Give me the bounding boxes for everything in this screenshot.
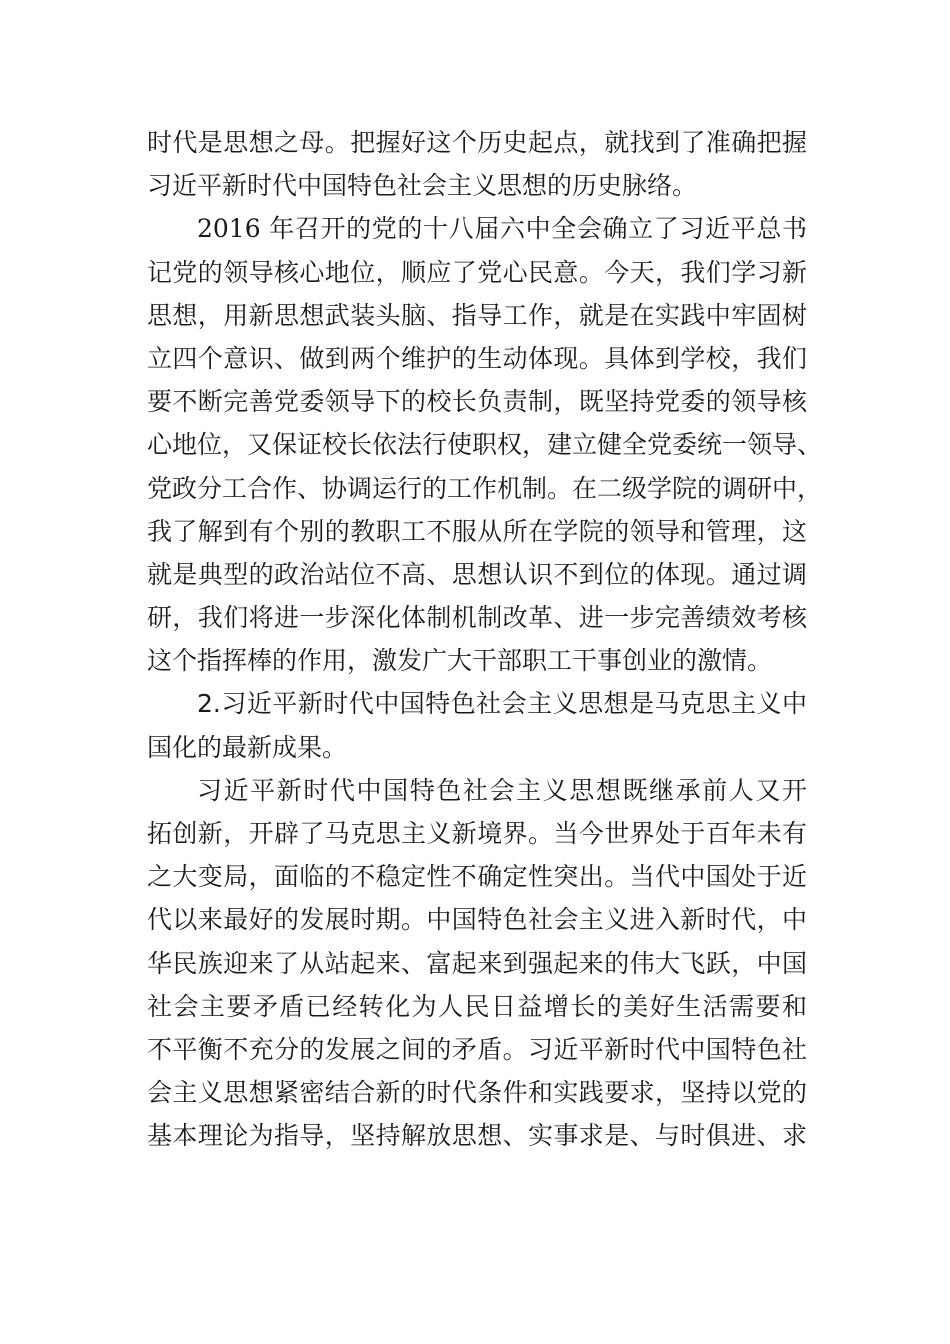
- text-line: 党政分工合作、协调运行的工作机制。在二级学院的调研中，: [147, 473, 823, 503]
- document-body: [147, 121, 823, 1158]
- section-heading: [147, 682, 807, 768]
- text-line: 我了解到有个别的教职工不服从所在学院的领导和管理，这: [147, 516, 807, 546]
- text-line: 华民族迎来了从站起来、富起来到强起来的伟大飞跃，中国: [147, 948, 807, 978]
- heading-line: 2.习近平新时代中国特色社会主义思想是马克思主义中: [197, 689, 807, 719]
- paragraph: [147, 769, 807, 1158]
- text-line: 记党的领导核心地位，顺应了党心民意。今天，我们学习新: [147, 257, 807, 287]
- text-line: 习近平新时代中国特色社会主义思想的历史脉络。: [147, 171, 698, 201]
- text-line: 就是典型的政治站位不高、思想认识不到位的体现。通过调: [147, 559, 807, 589]
- paragraph: [147, 207, 823, 682]
- text-line: 立四个意识、做到两个维护的生动体现。具体到学校，我们: [147, 343, 807, 373]
- text-line: 思想，用新思想武装头脑、指导工作，就是在实践中牢固树: [147, 300, 807, 330]
- text-line: 不平衡不充分的发展之间的矛盾。习近平新时代中国特色社: [147, 1034, 807, 1064]
- text-line: 拓创新，开辟了马克思主义新境界。当今世界处于百年未有: [147, 819, 807, 848]
- text-line: 社会主要矛盾已经转化为人民日益增长的美好生活需要和: [147, 991, 807, 1021]
- text-line: 这个指挥棒的作用，激发广大干部职工干事创业的激情。: [147, 646, 773, 676]
- text-line: 时代是思想之母。把握好这个历史起点，就找到了准确把握: [147, 128, 807, 157]
- text-line: 研，我们将进一步深化体制机制改革、进一步完善绩效考核: [147, 603, 807, 633]
- text-line: 基本理论为指导，坚持解放思想、实事求是、与时俱进、求: [147, 1121, 807, 1151]
- text-line: 要不断完善党委领导下的校长负责制，既坚持党委的领导核: [147, 387, 807, 417]
- paragraph: [147, 121, 807, 207]
- heading-line: 国化的最新成果。: [147, 732, 348, 762]
- text-line: 代以来最好的发展时期。中国特色社会主义进入新时代，中: [147, 905, 807, 935]
- text-line: 心地位，又保证校长依法行使职权，建立健全党委统一领导、: [147, 430, 823, 460]
- text-line: 会主义思想紧密结合新的时代条件和实践要求，坚持以党的: [147, 1078, 807, 1108]
- text-line: 2016 年召开的党的十八届六中全会确立了习近平总书: [197, 214, 807, 244]
- text-line: 习近平新时代中国特色社会主义思想既继承前人又开: [197, 775, 807, 805]
- text-line: 之大变局，面临的不稳定性不确定性突出。当代中国处于近: [147, 862, 807, 892]
